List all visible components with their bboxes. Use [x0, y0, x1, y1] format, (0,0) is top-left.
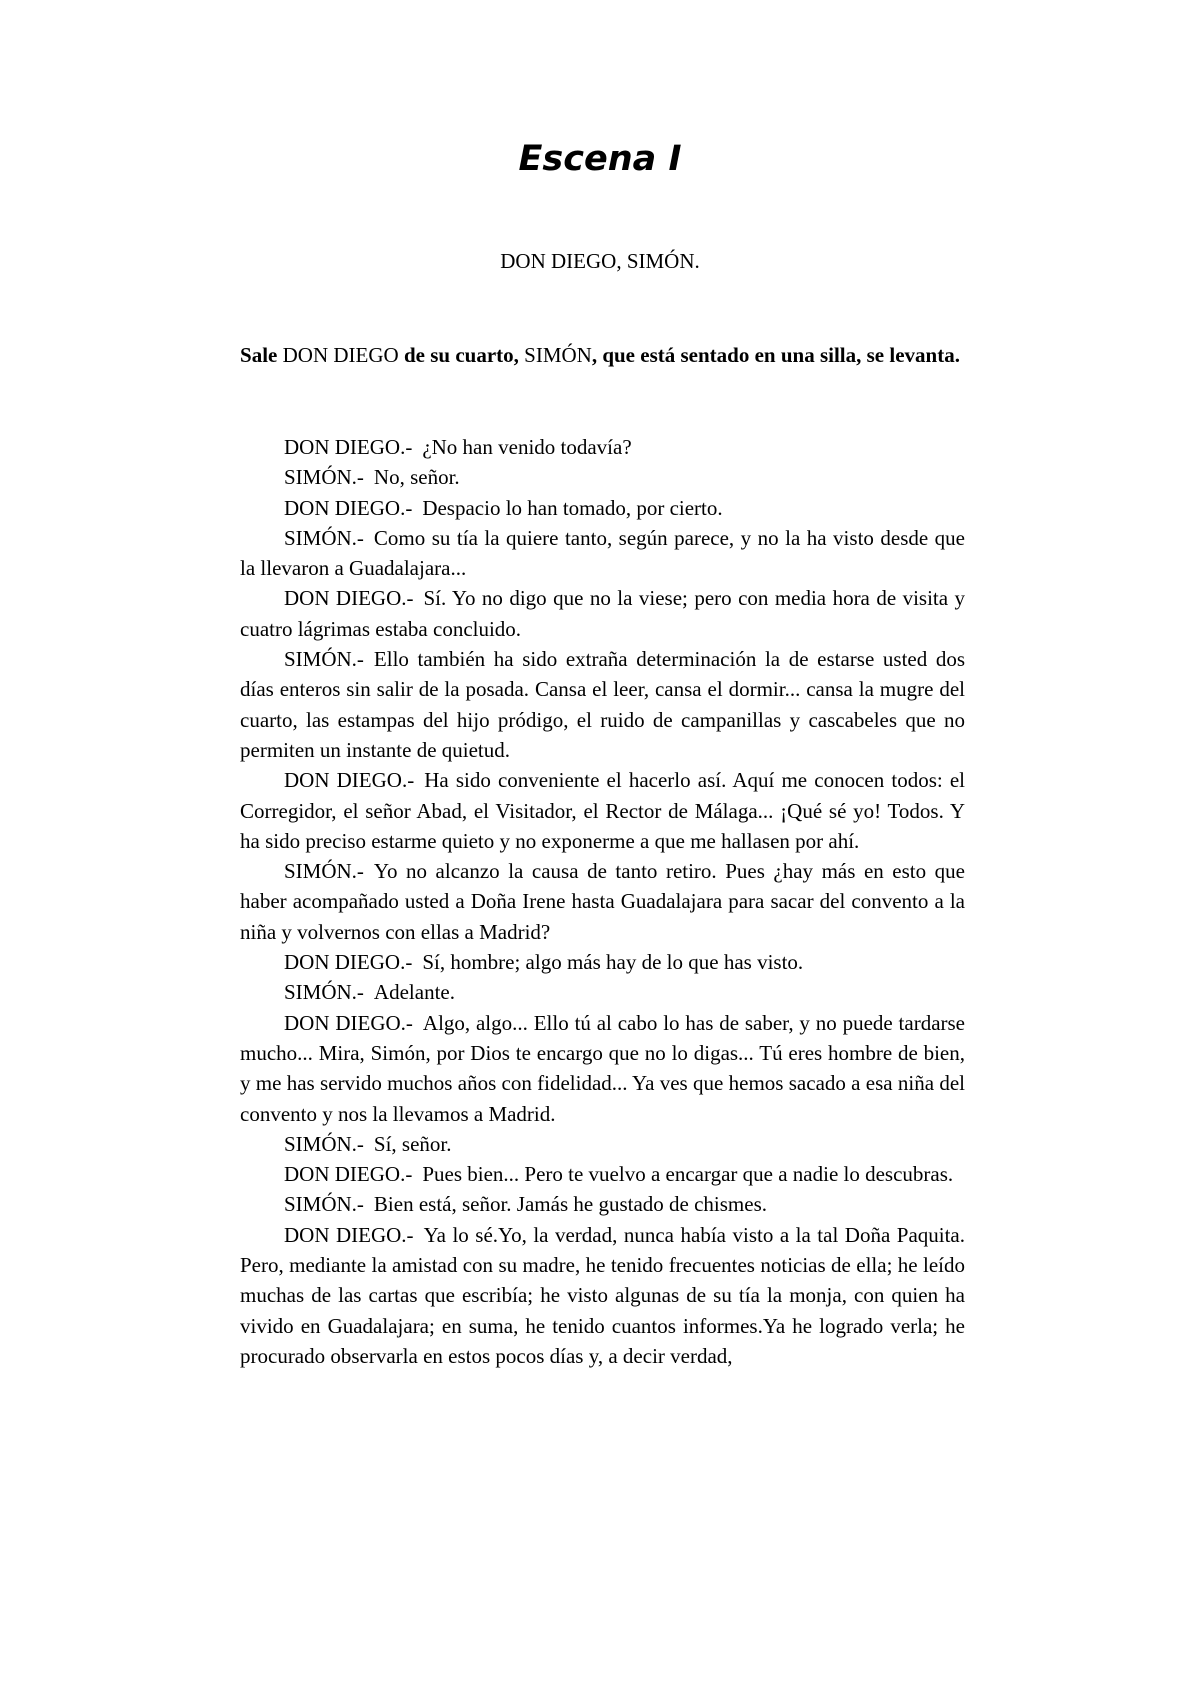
scene-characters: DON DIEGO, SIMÓN.	[500, 249, 700, 273]
stage-direction-part: Sale	[240, 343, 283, 367]
speaker-name: DON DIEGO.-	[284, 950, 413, 975]
dialogue	[240, 432, 965, 1371]
dialogue-line	[240, 977, 965, 1007]
speaker-name: DON DIEGO.-	[284, 435, 413, 459]
dialogue-text: Algo, algo... Ello tú al cabo lo has de saber, y no puede tardarse mucho... Mira, Simón, por Dios te encargo que no lo digas... Tú eres hombre de bien, y me has servido muchos años con fidelidad... Ya ves que hemos sacado a esa niña del convento y nos la llevamos a Madrid.	[240, 1010, 966, 1126]
dialogue-line	[240, 1189, 965, 1219]
dialogue-text: Sí. Yo no digo que no la viese; pero con media hora de visita y cuatro lágrimas estaba concluido.	[240, 586, 965, 641]
dialogue-text: Como su tía la quiere tanto, según parece, y no la ha visto desde que la llevaron a Guadalajara...	[240, 525, 965, 581]
dialogue-text: Yo no alcanzo la causa de tanto retiro. Pues ¿hay más en esto que haber acompañado usted a Doña Irene hasta Guadalajara para sacar del convento a la niña y volvernos con ellas a Madrid?	[240, 859, 965, 944]
dialogue-text: Pues bien... Pero te vuelvo a encargar que a nadie lo descubras.	[422, 1162, 954, 1187]
speaker-name: SIMÓN.-	[284, 525, 364, 550]
dialogue-text: Ello también ha sido extraña determinación la de estarse usted dos días enteros sin salir de la posada. Cansa el leer, cansa el dormir... cansa la mugre del cuarto, las estampas del hijo pródigo, el ruido de campanillas y cascabeles que no permiten un instante de quietud.	[240, 647, 965, 762]
speaker-name: DON DIEGO.-	[284, 1222, 414, 1247]
speaker-name: DON DIEGO.-	[284, 495, 413, 520]
stage-direction	[236, 340, 964, 371]
speaker-name: SIMÓN.-	[284, 647, 364, 672]
speaker-name: DON DIEGO.-	[284, 1162, 413, 1187]
speaker-name: SIMÓN.-	[284, 1192, 364, 1217]
dialogue-text: Sí, hombre; algo más hay de lo que has visto.	[422, 950, 804, 975]
dialogue-line	[240, 1008, 965, 1129]
speaker-name: DON DIEGO.-	[284, 586, 414, 611]
stage-direction-part: , que está sentado en una silla, se levanta.	[591, 343, 960, 367]
dialogue-line	[240, 1220, 965, 1371]
dialogue-line	[240, 493, 965, 523]
dialogue-text: Sí, señor.	[373, 1131, 452, 1156]
dialogue-line	[240, 462, 965, 492]
stage-direction-part: de su cuarto,	[398, 343, 525, 367]
dialogue-line	[240, 432, 965, 462]
speaker-name: SIMÓN.-	[284, 980, 364, 1005]
dialogue-text: Ya lo sé.Yo, la verdad, nunca había visto a la tal Doña Paquita. Pero, mediante la amistad con su madre, he tenido frecuentes noticias de ella; he leído muchas de las cartas que escribía; he visto algunas de su tía la monja, con quien ha vivido en Guadalajara; en suma, he tenido cuantos informes.Ya he logrado verla; he procurado observarla en estos pocos días y, a decir verdad,	[240, 1222, 965, 1368]
speaker-name: SIMÓN.-	[284, 859, 364, 884]
dialogue-line	[240, 583, 965, 644]
speaker-name: SIMÓN.-	[284, 1131, 364, 1156]
dialogue-text: Adelante.	[373, 980, 455, 1005]
dialogue-line	[240, 523, 965, 584]
speaker-name: SIMÓN.-	[284, 465, 364, 490]
dialogue-text: Ha sido conveniente el hacerlo así. Aquí me conocen todos: el Corregidor, el señor Abad, el Visitador, el Rector de Málaga... ¡Qué sé yo! Todos. Y ha sido preciso estarme quieto y no exponerme a que me hallasen por ahí.	[240, 768, 965, 853]
speaker-name: DON DIEGO.-	[284, 1010, 413, 1035]
dialogue-line	[240, 1129, 965, 1159]
dialogue-text: No, señor.	[373, 465, 460, 490]
dialogue-line	[240, 1159, 965, 1189]
dialogue-text: ¿No han venido todavía?	[422, 435, 632, 459]
dialogue-text: Bien está, señor. Jamás he gustado de chismes.	[373, 1192, 768, 1217]
dialogue-line	[240, 947, 965, 977]
speaker-name: DON DIEGO.-	[284, 768, 415, 793]
stage-direction-part: SIMÓN	[524, 343, 592, 367]
dialogue-line	[240, 765, 965, 856]
dialogue-text: Despacio lo han tomado, por cierto.	[422, 495, 723, 520]
stage-direction-part: DON DIEGO	[282, 343, 399, 367]
scene-title: Escena I	[518, 139, 682, 179]
dialogue-line	[240, 856, 965, 947]
dialogue-line	[240, 644, 965, 765]
